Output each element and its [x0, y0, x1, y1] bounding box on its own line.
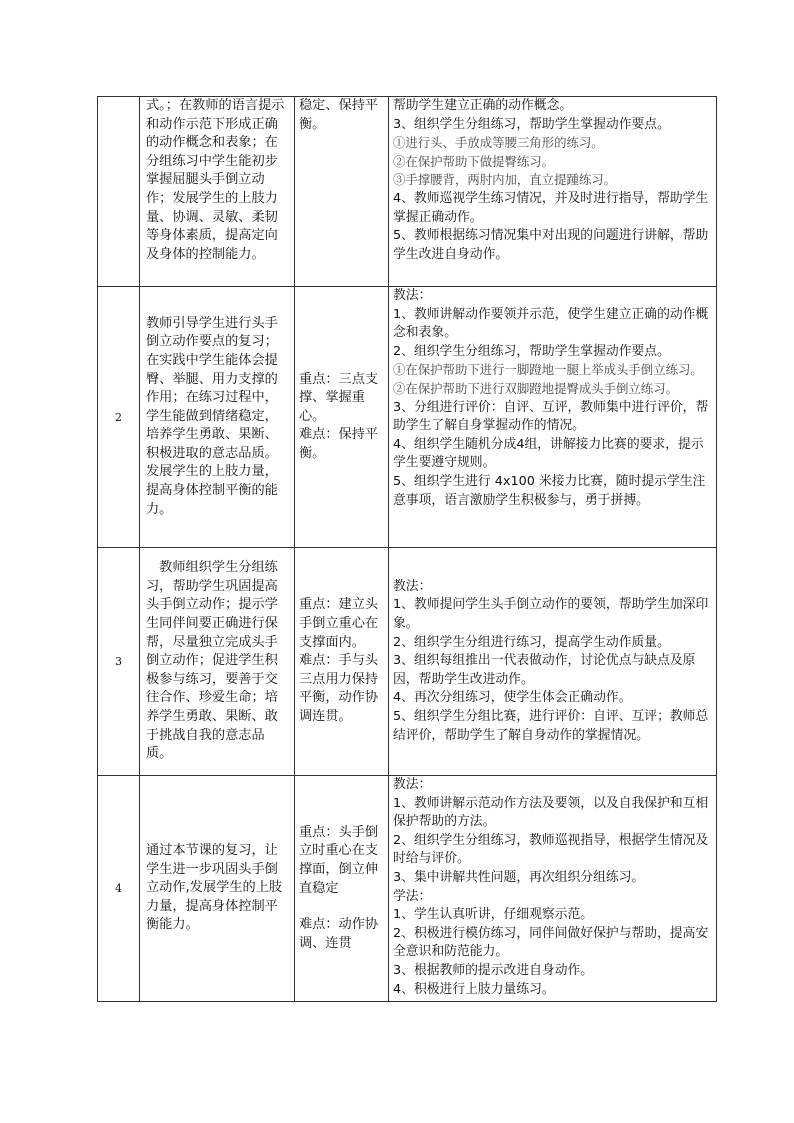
step-line: 2、积极进行模仿练习，同伴间做好保护与帮助，提高安全意识和防范能力。: [393, 925, 709, 960]
step-line: 2、组织学生分组练习，帮助学生掌握动作要点。: [393, 343, 670, 359]
key-points-cell: [295, 776, 389, 1002]
objective-text: 教师组织学生分组练习，帮助学生巩固提高头手倒立动作；提示学生同伴间要正确进行保帮，尽量独立完成头手倒立动作；促进学生积极参与练习，要善于交往合作、珍爱生命；培养学生勇敢、果断、敢于挑战自我的意志品质。: [146, 560, 278, 762]
step-line: 3、集中讲解共性问题，再次组织分组练习。: [393, 869, 645, 885]
key-point: 难点：动作协调、连贯: [299, 917, 379, 951]
key-point: 重点：头手倒立时重心在支撑面，倒立伸直稳定: [299, 824, 379, 896]
step-line: 1、教师讲解动作要领并示范，使学生建立正确的动作概念和表象。: [393, 306, 709, 341]
objective-text: 通过本节课的复习，让学生进一步巩固头手倒立动作,发展学生的上肢力量，提高身体控制平衡能力。: [146, 843, 283, 933]
key-point: 稳定、保持平衡。: [299, 98, 379, 132]
step-line: 5、组织学生进行 4x100 米接力比赛，随时提示学生注意事项，语言激励学生积极参与，勇于拼搏。: [393, 473, 706, 508]
key-point: 重点：三点支撑、掌握重心。: [299, 371, 379, 424]
step-line: ②在保护帮助下进行双脚蹬地提臀成头手倒立练习。: [393, 380, 678, 396]
key-points-cell: [295, 548, 389, 776]
step-line: 4、再次分组练习，使学生体会正确动作。: [393, 690, 632, 706]
table-row: [98, 776, 717, 1002]
table-row: [98, 97, 717, 287]
objective-cell: [140, 776, 295, 1002]
row-number: 4: [98, 776, 140, 1002]
step-line: 2、组织学生分组进行练习，提高学生动作质量。: [393, 634, 670, 650]
step-line: 3、组织每组推出一代表做动作，讨论优点与缺点及原因，帮助学生改进动作。: [393, 653, 696, 687]
step-line: 5、组织学生分组比赛，进行评价：自评、互评；教师总结评价，帮助学生了解自身动作的掌握情况。: [393, 708, 709, 743]
step-line: 教法：: [393, 777, 432, 792]
step-line: 5、教师根据练习情况集中对出现的问题进行讲解，帮助学生改进自身动作。: [393, 228, 709, 262]
step-line: 1、学生认真听讲，仔细观察示范。: [393, 907, 594, 923]
step-line: 3、组织学生分组练习，帮助学生掌握动作要点。: [393, 116, 670, 132]
step-line: 1、教师提问学生头手倒立动作的要领，帮助学生加深印象。: [393, 597, 709, 632]
step-line: 4、积极进行上肢力量练习。: [393, 981, 555, 997]
key-point: 重点：建立头手倒立重心在支撑面内。: [299, 597, 379, 650]
row-number: [98, 97, 140, 287]
steps-cell: [389, 287, 717, 548]
objective-cell: [140, 287, 295, 548]
objective-text: 式。；在教师的语言提示和动作示范下形成正确的动作概念和表象；在分组练习中学生能初步掌握屈腿头手倒立动作；发展学生的上肢力量、协调、灵敏、柔韧等身体素质，提高定向及身体的控制能力。: [146, 98, 285, 262]
step-line: 3、分组进行评价：自评、互评，教师集中进行评价，帮助学生了解自身掌握动作的情况。: [393, 399, 709, 434]
step-line: 4、组织学生随机分成4组，讲解接力比赛的要求，提示学生要遵守规则。: [393, 436, 704, 471]
steps-cell: [389, 548, 717, 776]
step-line: ③手撑腰背，两肘内加，直立提踵练习。: [393, 172, 617, 188]
table-row: [98, 287, 717, 548]
step-line: ①在保护帮助下进行一脚蹬地一腿上举成头手倒立练习。: [393, 362, 703, 378]
step-line: 3、根据教师的提示改进自身动作。: [393, 962, 594, 978]
step-line: ②在保护帮助下做提臀练习。: [393, 153, 555, 169]
key-point: 难点：手与头三点用力保持平衡，动作协调连贯。: [299, 653, 379, 724]
step-line: 教法：: [393, 288, 432, 303]
objective-cell: [140, 548, 295, 776]
key-points-cell: [295, 287, 389, 548]
objective-cell: [140, 97, 295, 287]
lesson-plan-table: [97, 96, 717, 1002]
steps-cell: [389, 97, 717, 287]
row-number: 3: [98, 548, 140, 776]
step-line: 4、教师巡视学生练习情况，并及时进行指导，帮助学生掌握正确动作。: [393, 190, 709, 225]
table-row: [98, 548, 717, 776]
steps-cell: [389, 776, 717, 1002]
step-line: 教法：: [393, 578, 432, 594]
key-points-cell: [295, 97, 389, 287]
step-line: 2、组织学生分组练习，教师巡视指导，根据学生情况及时给与评价。: [393, 832, 709, 867]
key-point: 难点：保持平衡。: [299, 427, 379, 461]
step-line: 学法：: [393, 888, 432, 904]
step-line: 1、教师讲解示范动作方法及要领，以及自我保护和互相保护帮助的方法。: [393, 795, 709, 830]
step-line: 帮助学生建立正确的动作概念。: [393, 98, 573, 113]
step-line: ①进行头、手放成等腰三角形的练习。: [393, 135, 604, 151]
row-number: 2: [98, 287, 140, 548]
objective-text: 教师引导学生进行头手倒立动作要点的复习；在实践中学生能体会提臀、举腿、用力支撑的作用；在练习过程中，学生能做到情绪稳定，培养学生勇敢、果断、积极进取的意志品质。发展学生的上肢力量，提高身体控制平衡的能力。: [146, 315, 278, 517]
